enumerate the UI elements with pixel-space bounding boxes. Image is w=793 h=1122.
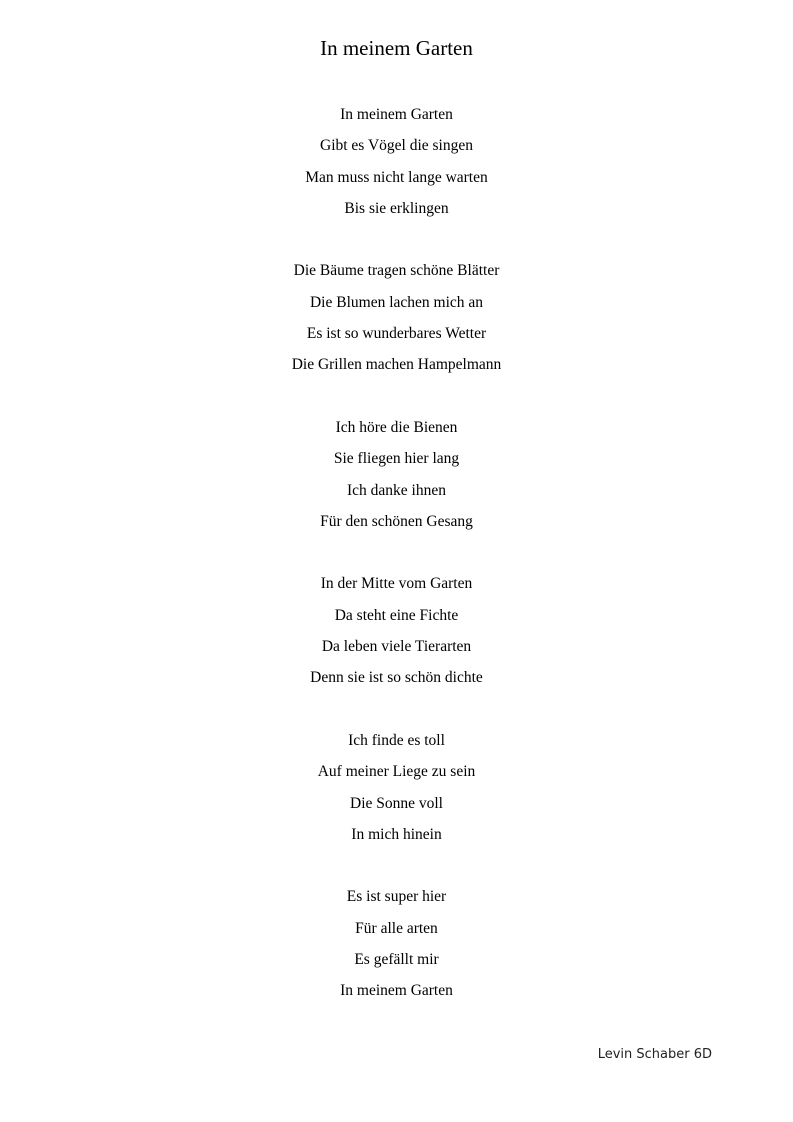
poem-line: Man muss nicht lange warten — [305, 168, 488, 186]
poem-line: Ich finde es toll — [348, 731, 445, 749]
poem-line: In mich hinein — [351, 825, 442, 843]
poem-line: Ich danke ihnen — [347, 481, 446, 499]
poem-line: Die Sonne voll — [350, 794, 443, 812]
poem-line: Die Bäume tragen schöne Blätter — [293, 262, 500, 280]
poem-line: In der Mitte vom Garten — [320, 575, 473, 593]
poem-line: Es ist super hier — [346, 888, 447, 906]
poem-line: Da steht eine Fichte — [334, 606, 459, 624]
poem-line: Ich höre die Bienen — [335, 418, 458, 436]
poem-line: In meinem Garten — [340, 106, 453, 123]
poem-line: Für den schönen Gesang — [320, 512, 473, 530]
poem-line: In meinem Garten — [340, 982, 453, 1000]
stanza-2 — [0, 259, 793, 384]
stanza-5 — [0, 729, 793, 854]
poem-line: Es gefällt mir — [354, 951, 439, 969]
poem-line: Auf meiner Liege zu sein — [317, 763, 476, 781]
poem-line: Für alle arten — [355, 919, 438, 937]
poem-line: Die Blumen lachen mich an — [309, 293, 484, 311]
poem-line: Da leben viele Tierarten — [321, 638, 472, 656]
stanza-1 — [0, 103, 793, 228]
stanza-6 — [0, 885, 793, 1010]
poem-title: In meinem Garten — [320, 36, 473, 60]
stanza-4 — [0, 572, 793, 697]
poem-line: Die Grillen machen Hampelmann — [291, 356, 502, 374]
stanza-3 — [0, 416, 793, 541]
poem-line: Denn sie ist so schön dichte — [310, 669, 483, 687]
poem-body — [0, 103, 793, 1042]
poem-line: Sie fliegen hier lang — [333, 450, 460, 468]
author-signature: Levin Schaber 6D — [597, 1047, 712, 1062]
poem-line: Gibt es Vögel die singen — [320, 137, 473, 155]
poem-line: Es ist so wunderbares Wetter — [306, 325, 487, 343]
poem-line: Bis sie erklingen — [344, 199, 449, 217]
